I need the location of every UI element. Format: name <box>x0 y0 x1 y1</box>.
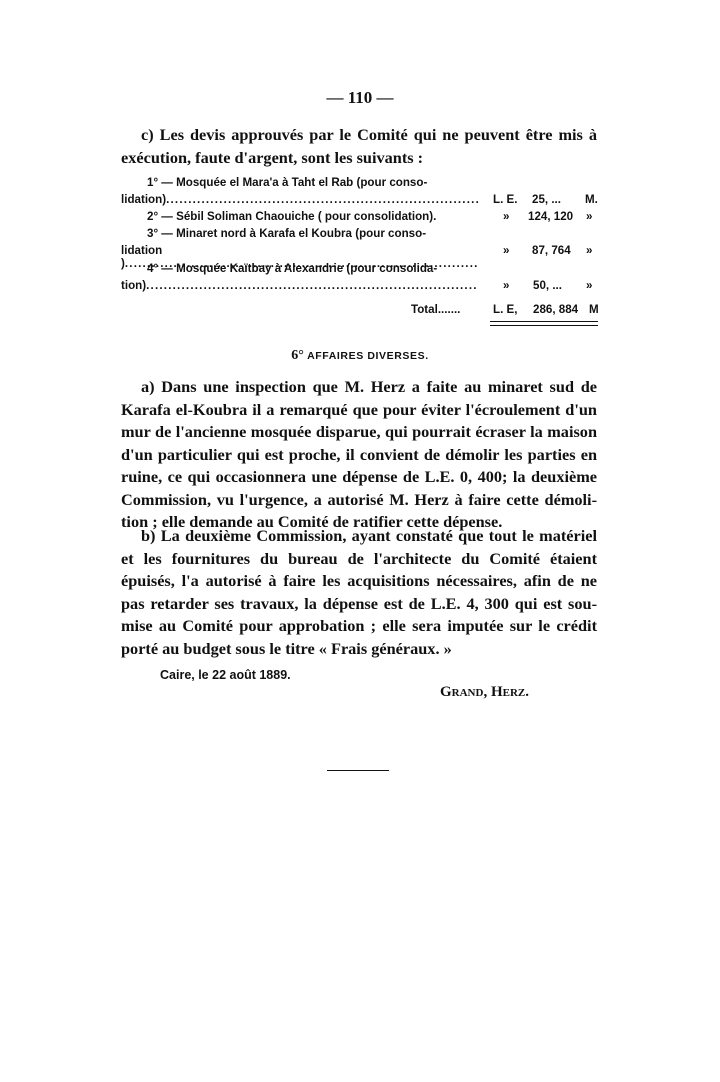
paragraph-b <box>121 525 597 660</box>
amount-value: 124, 120 <box>528 210 574 223</box>
budget-item-4-line2 <box>121 279 597 297</box>
item-text: 3° — Minaret nord à Karafa el Koubra (pour conso- <box>147 227 427 240</box>
paragraph-line: tion ; elle demande au Comité de ratifier cette dépense. <box>121 512 503 531</box>
amount-value: 87, 764 <box>532 244 571 257</box>
paragraph-line: ruine, ce qui occasionnera une dépense de L.E. 0, 400; la deuxième <box>121 467 597 486</box>
budget-item-3-line1 <box>121 227 597 245</box>
paragraph-line: mur de l'ancienne mosquée disparue, qui pourrait écraser la maison <box>121 422 597 441</box>
paragraph-line: pas retarder ses travaux, la dépense est de L.E. 4, 300 qui est sou- <box>121 593 597 613</box>
date-line: Caire, le 22 août 1889. <box>160 668 291 682</box>
paragraph-a <box>121 376 597 534</box>
paragraph-line: a) Dans une inspection que M. Herz a faite au minaret sud de <box>141 377 597 396</box>
item-text: lidation ) ..... <box>121 244 478 270</box>
item-text: lidation) ..... <box>121 193 478 206</box>
unit: » <box>586 210 593 223</box>
amount-value: 25, ... <box>532 193 562 206</box>
item-text: 1° — Mosquée el Mara'a à Taht el Rab (pour conso- <box>147 176 428 189</box>
total-double-rule <box>490 321 598 326</box>
item-text: 2° — Sébil Soliman Chaouiche ( pour consolidation). <box>147 210 437 223</box>
section-number: 6° <box>291 348 304 363</box>
unit: M. <box>585 193 598 206</box>
amount-value: 50, ... <box>533 279 563 292</box>
currency: » <box>503 279 510 292</box>
unit: M <box>589 303 599 316</box>
paragraph-line: d'un particulier qui est proche, il convient de démolir les parties en <box>121 444 597 464</box>
currency: L. E. <box>493 193 518 206</box>
paragraph-line: épuisés, l'a autorisé à faire les acquisitions nécessaires, afin de ne <box>121 571 597 590</box>
unit: » <box>586 279 593 292</box>
currency: » <box>503 244 510 257</box>
item-text: tion) ..... <box>121 279 478 292</box>
paragraph-line: mise au Comité pour approbation ; elle sera imputée sur le crédit <box>121 616 597 635</box>
section-heading <box>0 348 720 364</box>
budget-item-2 <box>121 210 597 228</box>
paragraph-line: b) La deuxième Commission, ayant constaté que tout le matériel <box>141 526 597 545</box>
budget-item-1-line2 <box>121 193 597 211</box>
paragraph-line: et les fournitures du bureau de l'architecte du Comité étaient <box>121 548 597 568</box>
signature: Grand, Herz. <box>440 684 529 700</box>
unit: » <box>586 244 593 257</box>
item-text: 4° — Mosquée Kaïtbay à Alexandrie (pour consolida- <box>147 262 438 275</box>
budget-item-1-line1 <box>121 176 597 194</box>
currency: » <box>503 210 510 223</box>
total-label: Total....... <box>411 303 461 316</box>
paragraph-line: porté au budget sous le titre « Frais généraux. » <box>121 638 452 658</box>
intro-line: exécution, faute d'argent, sont les suivants : <box>121 147 424 167</box>
section-title: AFFAIRES DIVERSES. <box>307 350 429 362</box>
amount-value: 286, 884 <box>533 303 579 316</box>
paragraph-line: Karafa el-Koubra il a remarqué que pour éviter l'écroulement d'un <box>121 399 597 419</box>
budget-total <box>121 303 597 321</box>
page-number: — 110 — <box>326 88 394 107</box>
end-rule <box>327 770 389 771</box>
intro-line: c) Les devis approuvés par le Comité qui ne peuvent être mis à <box>141 125 597 144</box>
paragraph-line: Commission, vu l'urgence, a autorisé M. Herz à faire cette démoli- <box>121 489 597 509</box>
intro-paragraph <box>121 124 597 169</box>
currency: L. E, <box>493 303 518 316</box>
budget-item-4-line1 <box>121 262 597 280</box>
